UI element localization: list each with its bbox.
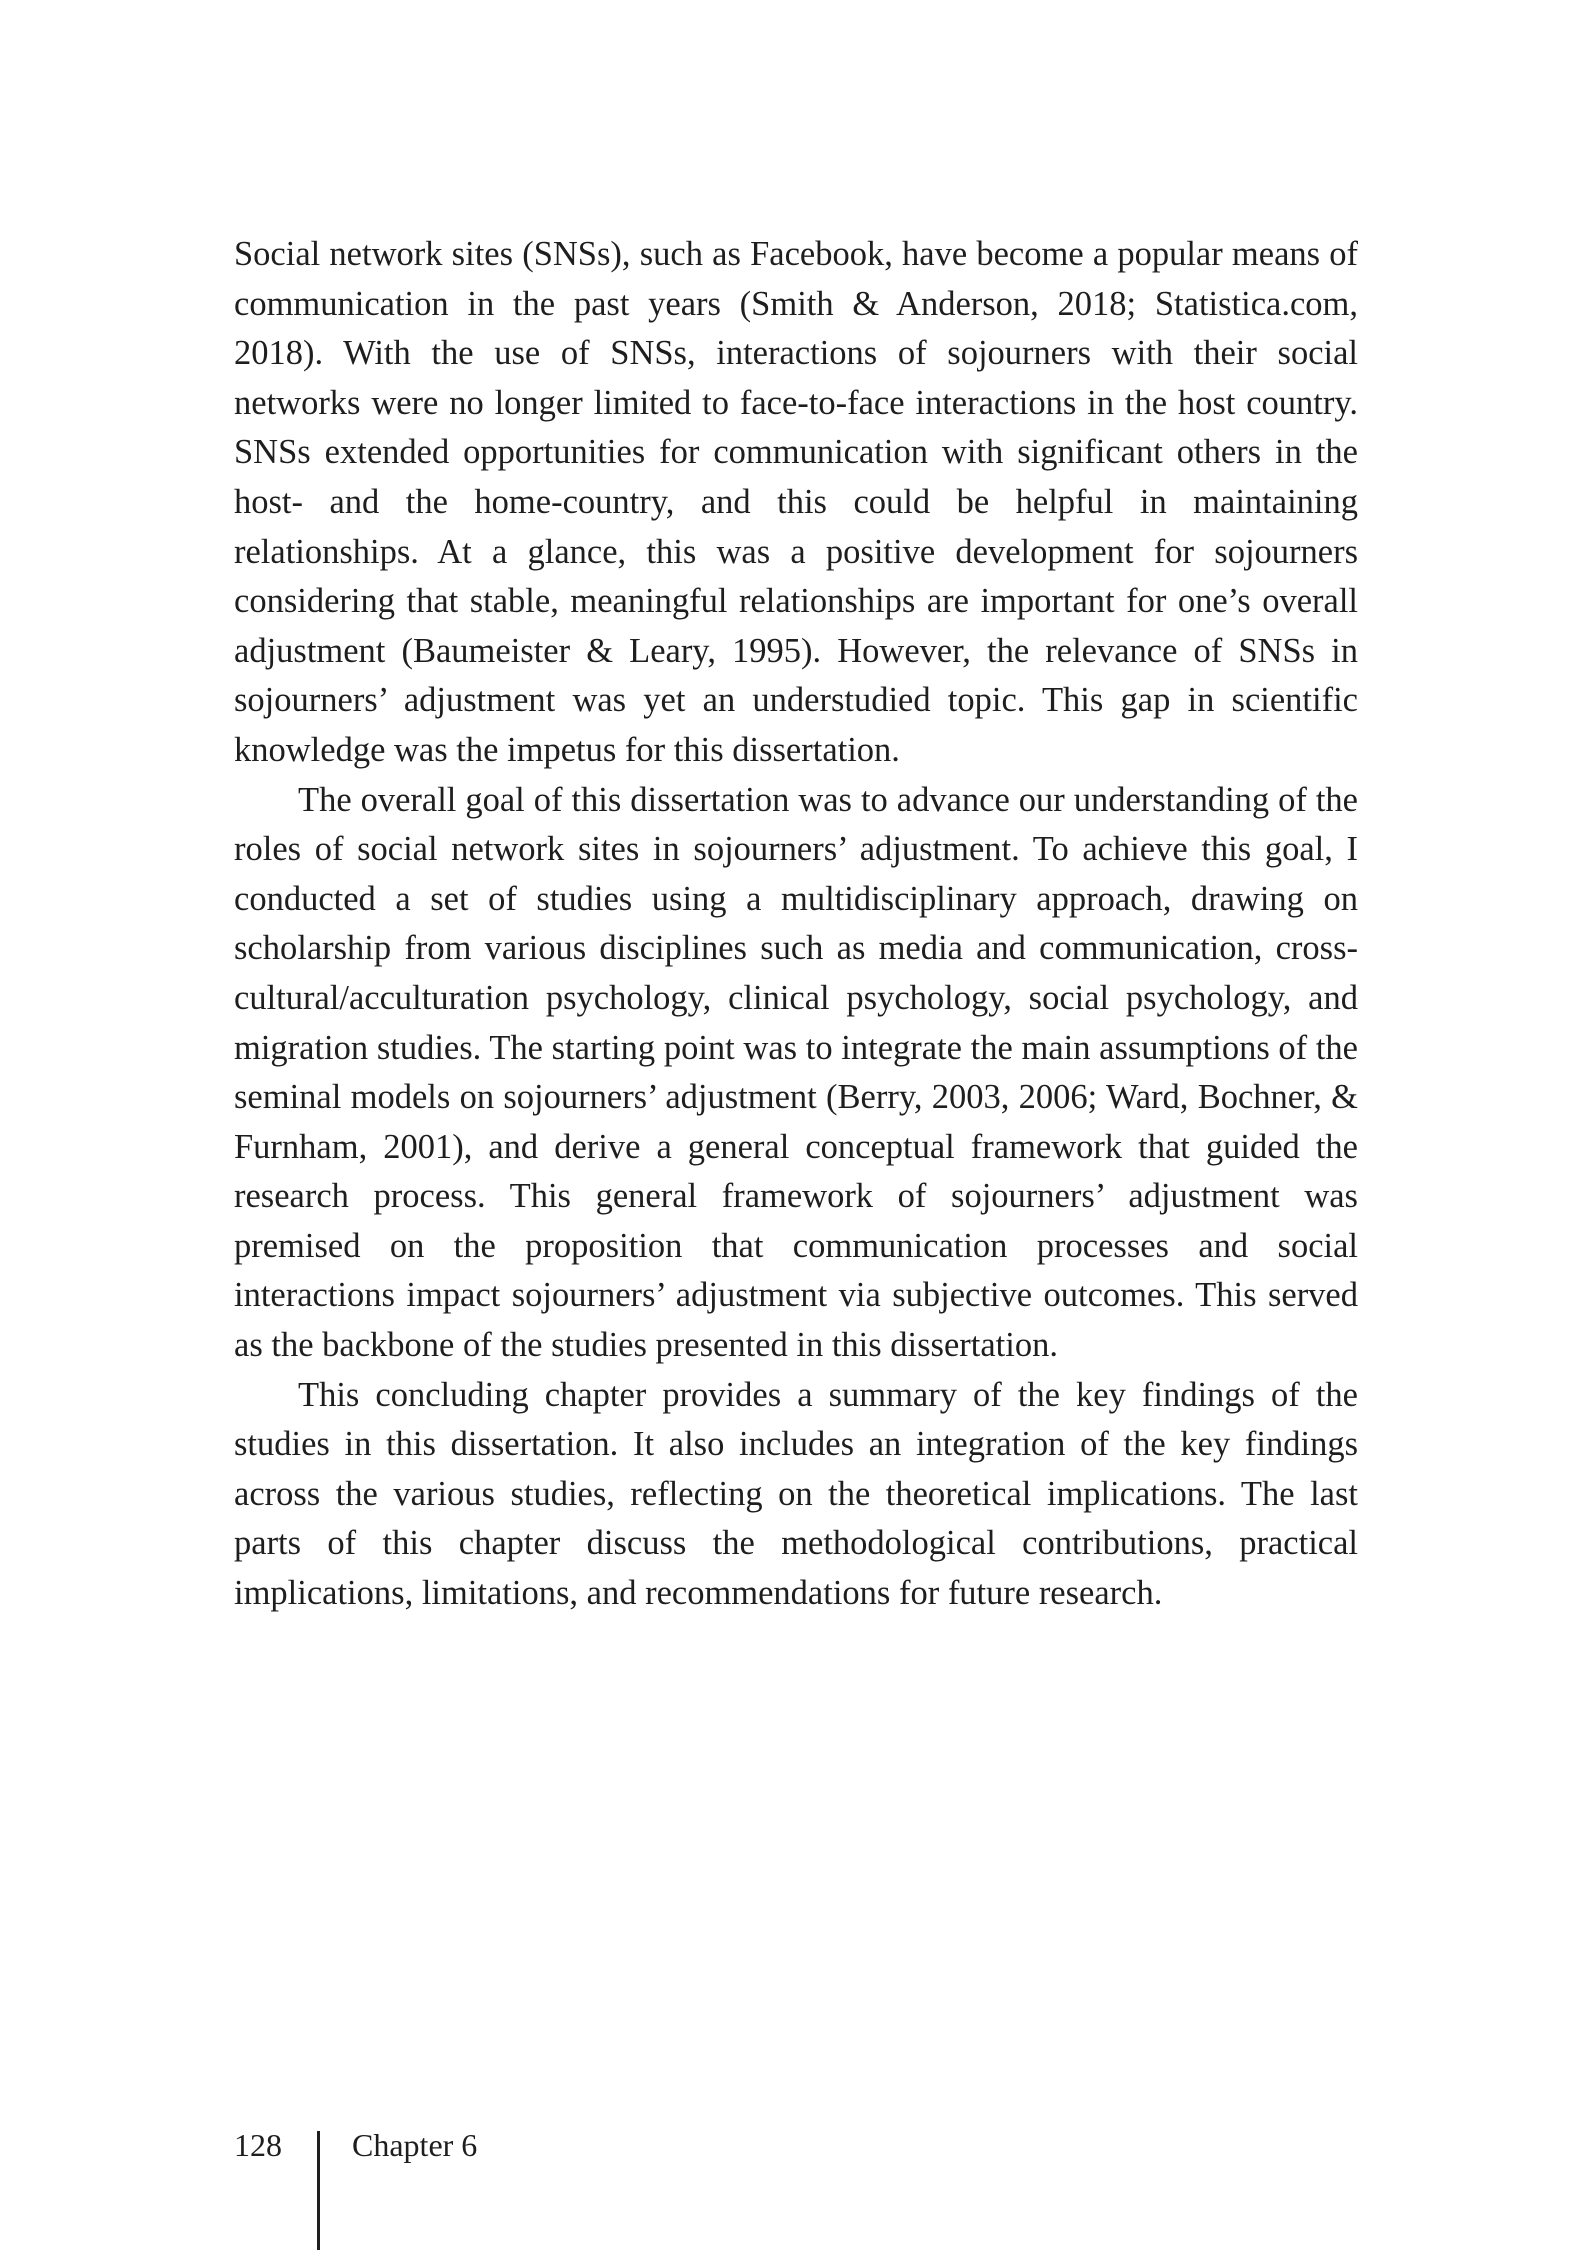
paragraph-2: The overall goal of this dissertation was to advance our understanding of the roles of social network sites in sojourners’ adjustment. To achieve this goal, I conducted a set of studies using a multidisciplinary approach, drawing on scholarship from various disciplines such as media and communication, cross-cultural/acculturation psychology, clinical psychology, social psychology, and migration studies. The starting point was to integrate the main assumptions of the seminal models on sojourners’ adjustment (Berry, 2003, 2006; Ward, Bochner, & Furnham, 2001), and derive a general conceptual framework that guided the research process. This general framework of sojourners’ adjustment was premised on the proposition that communication processes and social interactions impact sojourners’ adjustment via subjective outcomes. This served as the backbone of the studies presented in this dissertation. [234, 780, 1358, 1365]
body-text [234, 230, 1358, 1619]
paragraph-3: This concluding chapter provides a summary of the key findings of the studies in this dissertation. It also includes an integration of the key findings across the various studies, reflecting on the theoretical implications. The last parts of this chapter discuss the methodological contributions, practical implications, limitations, and recommendations for future research. [234, 1375, 1358, 1613]
footer-divider [317, 2131, 320, 2250]
paragraph-1: Social network sites (SNSs), such as Facebook, have become a popular means of communication in the past years (Smith & Anderson, 2018; Statistica.com, 2018). With the use of SNSs, interactions of sojourners with their social networks were no longer limited to face-to-face interactions in the host country. SNSs extended opportunities for communication with significant others in the host- and the home-country, and this could be helpful in maintaining relationships. At a glance, this was a positive development for sojourners considering that stable, meaningful relationships are important for one’s overall adjustment (Baumeister & Leary, 1995). However, the relevance of SNSs in sojourners’ adjustment was yet an understudied topic. This gap in scientific knowledge was the impetus for this dissertation. [234, 235, 1358, 769]
running-footer-chapter: Chapter 6 [352, 2127, 478, 2163]
page-number: 128 [234, 2127, 282, 2163]
